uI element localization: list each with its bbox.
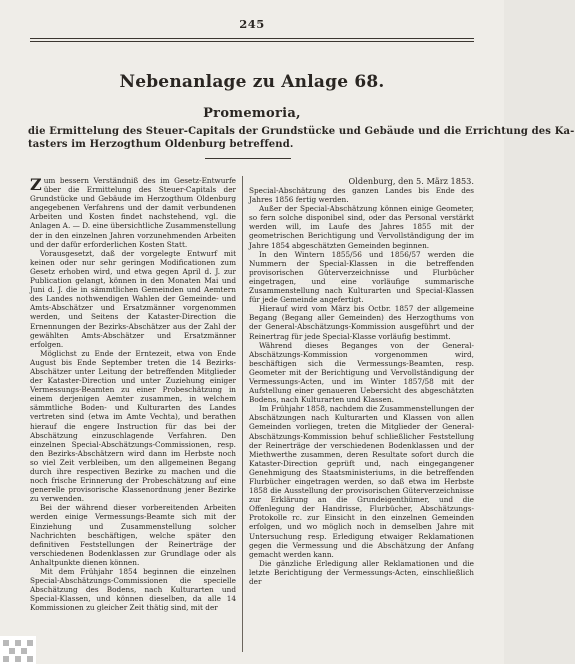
checker-square xyxy=(9,648,15,654)
scan-color-checker-icon xyxy=(0,636,36,664)
dateline: Oldenburg, den 5. März 1853. xyxy=(348,176,474,186)
description-line-2: tasters im Herzogthum Oldenburg betreffend. xyxy=(28,139,294,150)
header-rule-thin xyxy=(30,41,474,42)
description-line-1: die Ermittelung des Steuer-Capitals der Grundstücke und Gebäude und die Errichtung des Ka- xyxy=(28,126,575,137)
checker-square xyxy=(27,640,33,646)
page-heading: Nebenanlage zu Anlage 68. xyxy=(119,72,385,92)
checker-square xyxy=(3,640,9,646)
paragraph xyxy=(30,176,236,249)
paragraph: Vorausgesetzt, daß der vorgelegte Entwurf mit keinen oder nur sehr geringen Modificationen zum Gesetz erhoben wird, und etwa gegen April d. J. zur Publication gelangt, können in den Monaten Mai und Juni d. J. die in sämmtlichen Gemeinden und Aemtern des Landes nothwendigen Wahlen der Gemeinde- und Amts-Abschätzer und Ersatzmänner vorgenommen werden, und Seitens der Kataster-Direction die Ernennungen der Bezirks-Abschätzer aus der Zahl der gewählten Amts-Abschätzer und Ersatzmänner erfolgen. xyxy=(30,248,236,349)
paragraph: Möglichst zu Ende der Erntezeit, etwa von Ende August bis Ende September treten die 14 Bezirks-Abschätzer unter Leitung der betreffenden Mitglieder der Kataster-Direction und unter Zuziehung einiger Vermessungs-Beamten zu einer Probeschätzung in einem derjenigen Aemter zusammen, in welchem sämmtliche Boden- und Kulturarten des Landes vertreten sind (etwa im Amte Vechta), und berathen hierauf die engere Instruction für das bei der Abschätzung einzuschlagende Verfahren. Den einzelnen Special-Abschätzungs-Commissionen, resp. den Bezirks-Abschätzern wird dann im Herbste noch so viel Zeit verbleiben, um den allgemeinen Begang durch ihre respectiven Bezirke zu machen und die noch frische Erinnerung der Probeschätzung auf eine generelle provisorische Klassenordnung jener Bezirke zu verwenden. xyxy=(30,348,236,504)
paragraph: Special-Abschätzung des ganzen Landes bis Ende des Jahres 1856 fertig werden. xyxy=(249,186,474,205)
paragraph: Bei der während dieser vorbereitenden Arbeiten werden einige Vermessungs-Beamte sich mit der Einziehung und Zusammenstellung solcher Nachrichten beschäftigen, welche später den definitiven Feststellungen der Reinerträge der verschiedenen Bodenklassen zur Grundlage oder als Anhaltpunkte dienen können. xyxy=(30,503,236,567)
paragraph: In den Wintern 1855/56 und 1856/57 werden die Nummern der Special-Klassen in die betreffenden provisorischen Güterverzeichnisse und Flurbücher eingetragen, und eine vorläufige summarische Zusammenstellung nach Kulturarten und Special-Klassen für jede Gemeinde angefertigt. xyxy=(249,249,474,305)
paragraph: Mit dem Frühjahr 1854 beginnen die einzelnen Special-Abschätzungs-Commissionen die specielle Abschätzung des Bodens, nach Kulturarten und Special-Klassen, und können dieselben, da alle 14 Kommissionen zu gleicher Zeit thätig sind, mit der xyxy=(30,567,236,613)
paragraph: Außer der Special-Abschätzung können einige Geometer, so fern solche disponibel sind, oder das Personal verstärkt werden will, im Laufe des Jahres 1855 mit der geometrischen Berichtigung und Vervollständigung der im Jahre 1854 abgeschätzten Gemeinden beginnen. xyxy=(249,204,474,250)
column-divider xyxy=(242,176,243,652)
checker-square xyxy=(15,640,21,646)
paragraph: Während dieses Beganges von der General-Abschätzungs-Kommission vorgenommen wird, beschäftigen sich die Vermessungs-Beamten, resp. Geometer mit der Berichtigung und Vervollständigung der Vermessungs-Acten, und im Winter 1857/58 mit der Aufstellung einer genaueren Uebersicht des abgeschätzten Bodens, nach Kulturarten und Klassen. xyxy=(249,340,474,405)
drop-cap: Z xyxy=(30,175,42,194)
paragraph: Die gänzliche Erledigung aller Reklamationen und die letzte Berichtigung der Vermessungs-Acten, einschließlich der xyxy=(249,558,474,587)
checker-square xyxy=(15,656,21,662)
paragraph-text: um bessern Verständniß des im Gesetz-Entwurfe über die Ermittelung des Steuer-Capitals der Grundstücke und Gebäude im Herzogthum Oldenburg angegebenen Verfahrens und der damit verbundenen Arbeiten und Kosten findet nachstehend, vgl. die Anlagen A. — D. eine übersichtliche Zusammenstellung der in den einzelnen Jahren vorzunehmenden Arbeiten und der dafür erforderlichen Kosten Statt. xyxy=(30,176,236,249)
page-number: 245 xyxy=(239,17,265,31)
checker-square xyxy=(27,656,33,662)
right-column xyxy=(249,176,474,586)
paragraph: Im Frühjahr 1858, nachdem die Zusammenstellungen der Abschätzungen nach Kulturarten und Klassen von allen Gemeinden vorliegen, treten die Mitglieder der General-Abschätzungs-Kommission behuf schließlicher Feststellung der Reinerträge der verschiedenen Bodenklassen und der Miethwerthe zusammen, deren Resultate sofort durch die Kataster-Direction geprüft und, nach eingegangener Genehmigung des Staatsministeriums, in die betreffenden Flurbücher eingetragen werden, so daß etwa im Herbste 1858 die Ausstellung der provisorischen Güterverzeichnisse zur Erklärung an die Grundeigenthümer, und die Offenlegung der Handrisse, Flurbücher, Abschätzungs-Protokolle rc. zur Einsicht in den einzelnen Gemeinden erfolgen, und wo möglich noch in demselben Jahre mit Untersuchung resp. Erledigung etwaiger Reklamationen gegen die Vermessung und die Abschätzung der Anfang gemacht werden kann. xyxy=(249,404,474,559)
checker-square xyxy=(21,648,27,654)
checker-square xyxy=(3,656,9,662)
left-column xyxy=(30,176,236,613)
paragraph: Hierauf wird vom März bis Octbr. 1857 der allgemeine Begang (Begang aller Gemeinden) des Herzogthums von der General-Abschätzungs-Kommission ausgeführt und der Reinertrag für jede Special-Klasse vorläufig bestimmt. xyxy=(249,304,474,341)
header-rule xyxy=(30,38,474,39)
document-subtitle: Promemoria, xyxy=(203,106,301,121)
title-divider xyxy=(205,158,291,159)
